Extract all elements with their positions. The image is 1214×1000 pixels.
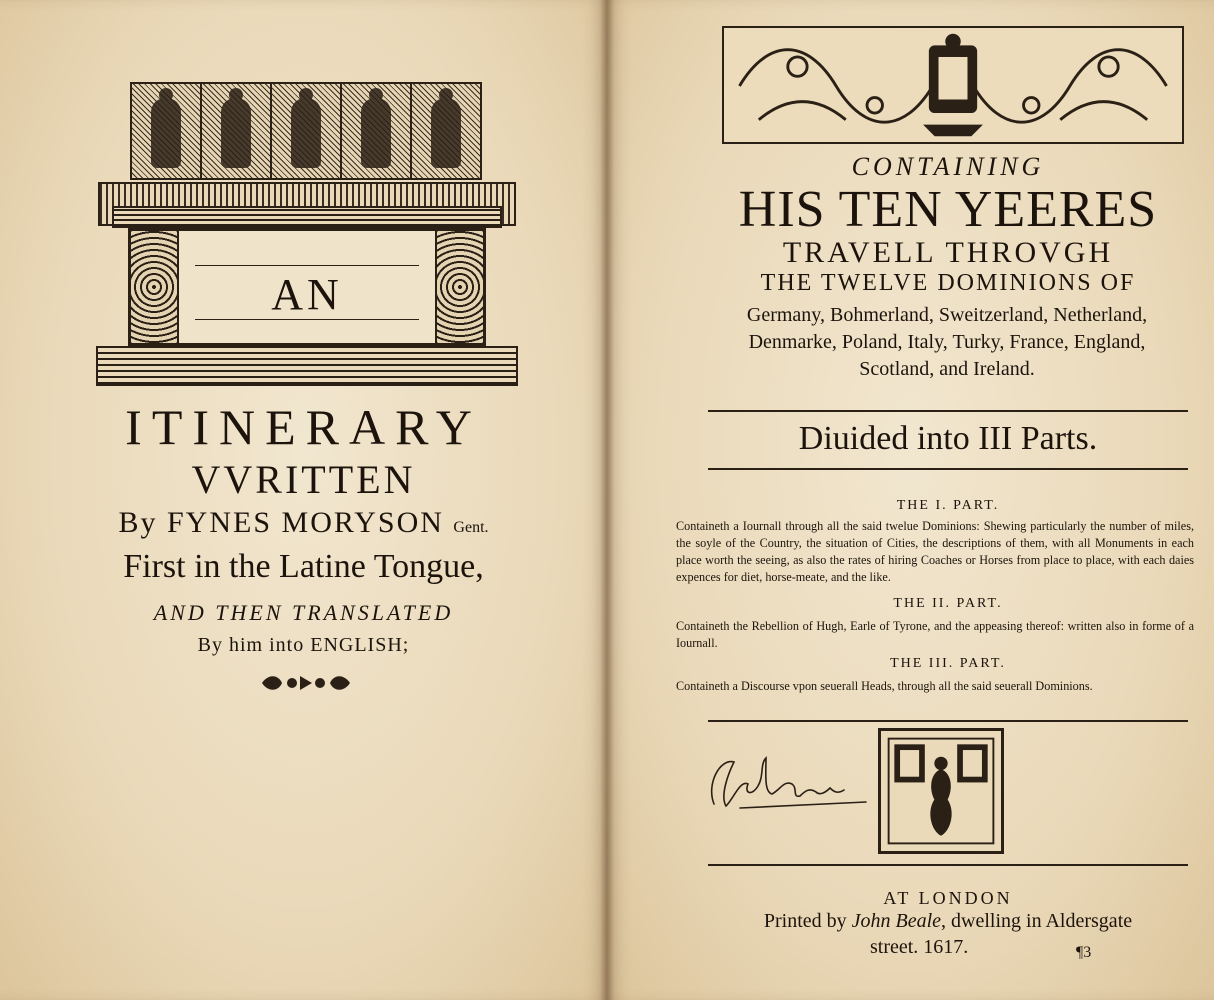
containing-line: CONTAINING <box>851 152 1045 181</box>
woodcut-panel <box>132 84 202 178</box>
part3-text: Containeth a Discourse vpon seuerall Heads, through all the said seuerall Dominions. <box>676 679 1093 693</box>
part2-heading: THE II. PART. <box>893 596 1003 611</box>
printer-address: , dwelling in Aldersgate <box>941 910 1133 932</box>
printer-line <box>700 910 1196 933</box>
title-tablet <box>128 228 486 346</box>
author-name: By FYNES MORYSON <box>118 506 444 539</box>
tablet-word: AN <box>271 270 343 319</box>
signature-mark: ¶3 <box>1076 944 1092 961</box>
part1-text: Containeth a Iournall through all the said twelue Dominions: Shewing particularly the number of miles, the soyle of the Country, the situation of Cities, the descriptions of them, with all Monuments in each place worth the seeing, as also the rates of hiring Coaches or Horses from place to place, with each daies expences for diet, horse-meate, and the like. <box>676 519 1194 584</box>
tablet-rule-top <box>195 265 419 266</box>
part3-heading: THE III. PART. <box>890 656 1006 671</box>
woodcut-panel <box>412 84 480 178</box>
woodcut-figures-frieze <box>130 82 482 180</box>
part1-heading: THE I. PART. <box>896 498 1000 513</box>
printers-device-icon <box>878 728 1004 854</box>
printer-name: John Beale <box>851 910 942 932</box>
his-ten-yeeres: HIS TEN YEERES <box>738 181 1158 238</box>
woodcut-panel <box>202 84 272 178</box>
rule-divider <box>708 410 1188 412</box>
ornamental-headpiece-icon <box>722 26 1184 144</box>
printed-by: Printed by <box>763 910 847 932</box>
english-line: By him into ENGLISH; <box>197 634 410 656</box>
architectural-base <box>96 346 518 386</box>
translated-line: AND THEN TRANSLATED <box>153 600 454 625</box>
woodcut-panel <box>342 84 412 178</box>
twelve-dominions-line: THE TWELVE DOMINIONS OF <box>760 270 1136 296</box>
title-written: VVRITTEN <box>191 457 416 502</box>
divided-heading: Diuided into III Parts. <box>798 420 1098 457</box>
travell-line: TRAVELL THROVGH <box>782 236 1114 269</box>
first-latin-line: First in the Latine Tongue, <box>123 548 484 585</box>
fleuron-ornament-icon <box>258 672 354 694</box>
author-line <box>40 506 567 540</box>
street-date: street. 1617. <box>870 936 969 958</box>
rule-divider <box>708 864 1188 866</box>
part2-text: Containeth the Rebellion of Hugh, Earle of Tyrone, and the appeasing thereof: written also in forme of a Iournall. <box>676 619 1194 650</box>
rule-divider <box>708 468 1188 470</box>
handwritten-signature <box>700 744 876 816</box>
woodcut-panel <box>272 84 342 178</box>
book-gutter <box>600 0 614 1000</box>
at-london: AT LONDON <box>883 888 1013 908</box>
title-itinerary: ITINERARY <box>125 399 482 455</box>
author-gent: Gent. <box>453 519 489 536</box>
rule-divider <box>708 720 1188 722</box>
tablet-rule-bottom <box>195 319 419 320</box>
cornice-band <box>112 206 502 228</box>
countries-list: Germany, Bohmerland, Sweitzerland, Netherland, Denmarke, Poland, Italy, Turky, France, England, Scotland, and Ireland. <box>746 304 1148 380</box>
